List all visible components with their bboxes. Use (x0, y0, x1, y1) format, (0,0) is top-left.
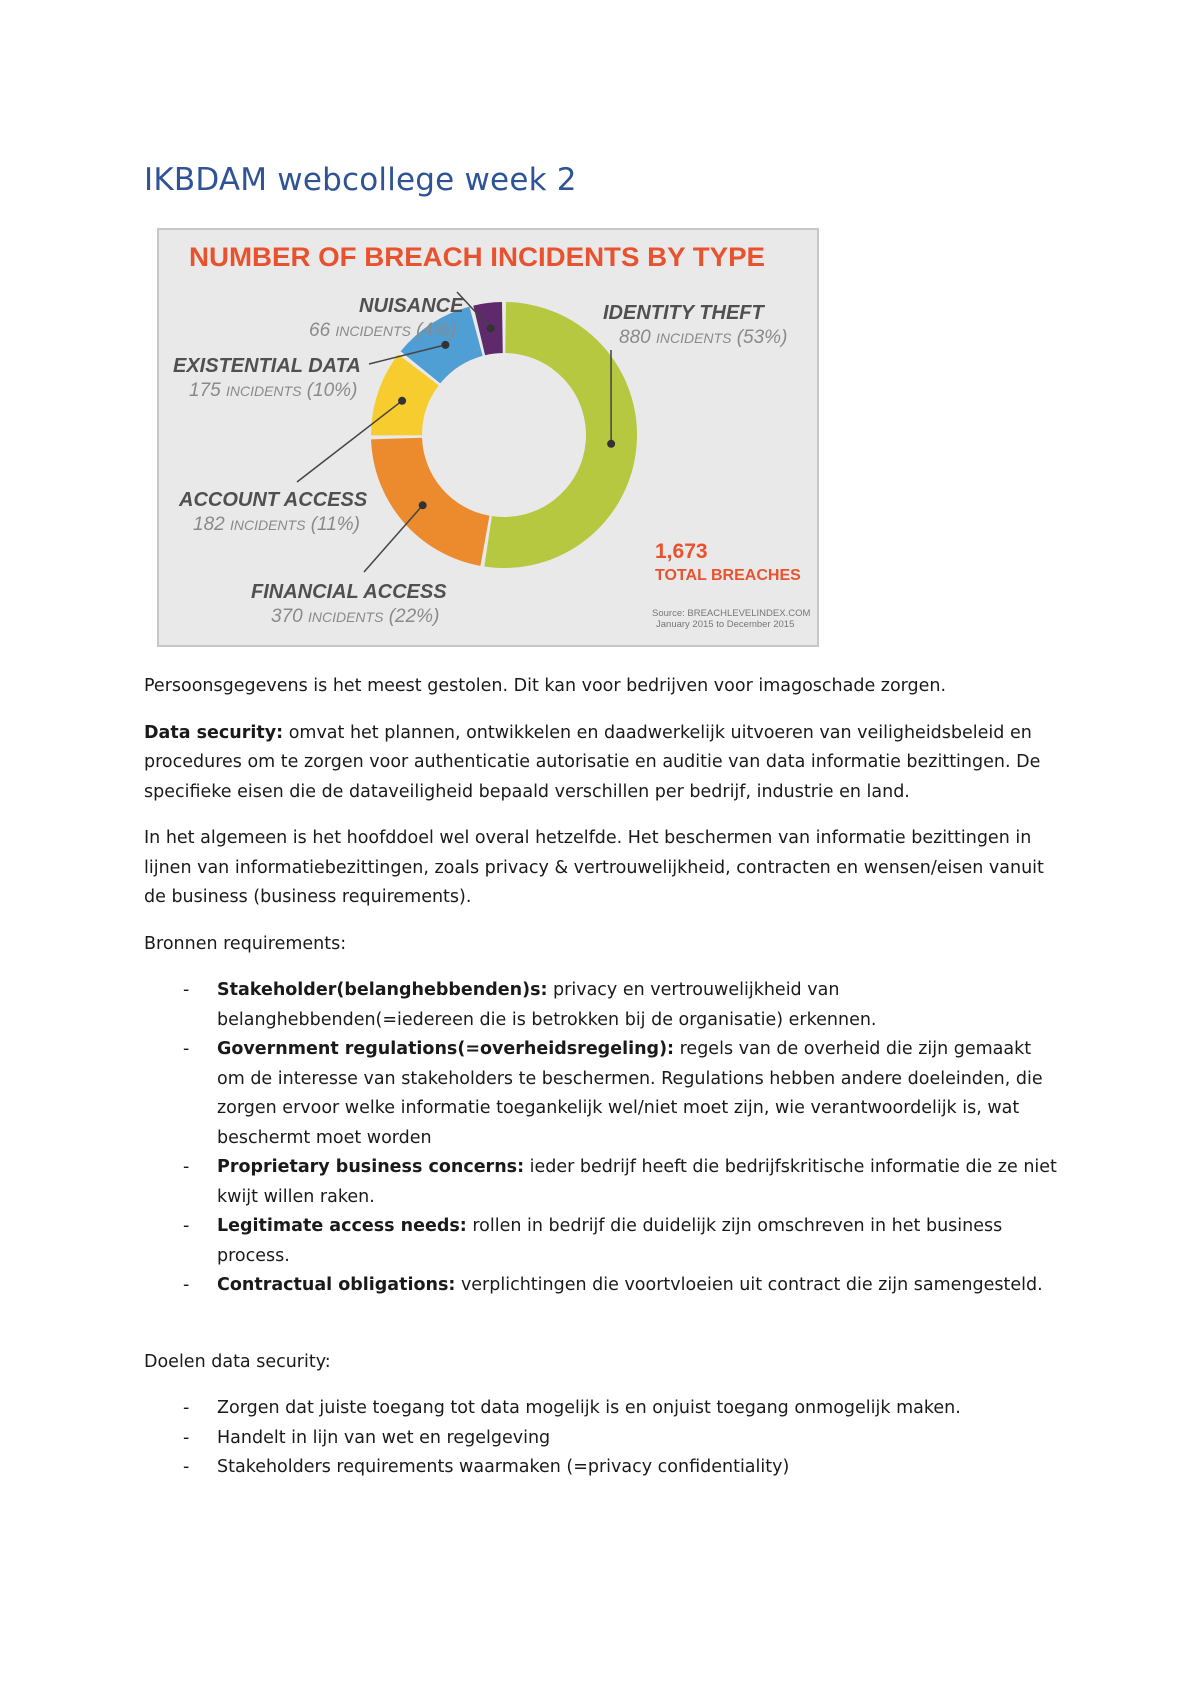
slice-count-nuisance: 66 (309, 320, 331, 341)
spacer (144, 1301, 1064, 1348)
leader-line (364, 505, 423, 572)
list-item (144, 1453, 1064, 1483)
donut-slice-financial-access (371, 438, 489, 566)
list-item-term: Government regulations(=overheidsregeling): (217, 1039, 675, 1059)
slice-unit-account-access: INCIDENTS (229, 517, 306, 533)
label-financial-access (251, 581, 447, 627)
label-identity-theft (603, 302, 787, 348)
heading-goals: Doelen data security: (144, 1351, 331, 1372)
bullet-marker: - (183, 1427, 190, 1448)
document-body (144, 672, 1064, 1483)
total-value: 1,673 (655, 540, 708, 563)
list-item-text: rollen in bedrijf die duidelijk zijn omschreven in het business process. (217, 1216, 1003, 1266)
slice-value-identity-theft (619, 327, 787, 348)
label-existential-data (173, 355, 361, 401)
bullet-marker: - (183, 1216, 190, 1236)
list-item-term: Proprietary business concerns: (217, 1157, 525, 1177)
slice-count-existential-data: 175 (189, 380, 221, 401)
slice-count-account-access: 182 (193, 514, 225, 535)
total-label: TOTAL BREACHES (655, 567, 801, 584)
source-line-1: Source: BREACHLEVELINDEX.COM (652, 608, 811, 619)
slice-unit-identity-theft: INCIDENTS (655, 330, 732, 346)
list-item-text: regels van de overheid die zijn gemaakt om de interesse van stakeholders te beschermen. Regulations hebben andere doeleinden, die zorgen ervoor welke informatie toegankelijk wel/niet moet zijn, wie verantwoordelijk is, wat beschermt moet worden (217, 1039, 1043, 1148)
list-item-term: Legitimate access needs: (217, 1216, 467, 1236)
slice-value-nuisance (309, 320, 456, 341)
slice-pct-account-access: (11%) (310, 514, 360, 535)
slice-value-financial-access (271, 606, 439, 627)
page-title: IKBDAM webcollege week 2 (144, 162, 577, 198)
total-breaches (655, 540, 801, 584)
slice-pct-existential-data: (10%) (306, 380, 358, 401)
slice-value-existential-data (189, 380, 357, 401)
slice-name-account-access: ACCOUNT ACCESS (179, 489, 368, 511)
list-item-text: privacy en vertrouwelijkheid van belanghebbenden(=iedereen die is betrokken bij de organisatie) erkennen. (217, 980, 877, 1030)
leader-dot (487, 324, 495, 332)
slice-unit-existential-data: INCIDENTS (225, 383, 302, 399)
term-data-security: Data security: (144, 722, 284, 743)
leader-dot (441, 341, 449, 349)
slice-unit-nuisance: INCIDENTS (335, 323, 411, 339)
donut-slice-identity-theft (484, 302, 637, 568)
list-item (144, 1271, 1064, 1301)
list-item-text: Stakeholders requirements waarmaken (=privacy confidentiality) (217, 1457, 790, 1477)
leader-dot (419, 501, 427, 509)
list-item-text: verplichtingen die voortvloeien uit contract die zijn samengesteld. (455, 1275, 1043, 1295)
list-item-text: Zorgen dat juiste toegang tot data mogelijk is en onjuist toegang onmogelijk maken. (217, 1398, 961, 1418)
slice-count-financial-access: 370 (271, 606, 303, 627)
list-item (144, 1212, 1064, 1271)
slice-name-nuisance: NUISANCE (359, 295, 464, 317)
paragraph-general: In het algemeen is het hoofddoel wel overal hetzelfde. Het beschermen van informatie bezittingen in lijnen van informatiebezittingen, zoals privacy & vertrouwelijkheid, contracten en wensen/eisen vanuit de business (business requirements). (144, 828, 1044, 907)
list-item-text: ieder bedrijf heeft die bedrijfskritische informatie die ze niet kwijt willen raken. (217, 1157, 1057, 1207)
slice-pct-identity-theft: (53%) (736, 327, 788, 348)
bullet-marker: - (183, 1039, 190, 1059)
list-item (144, 1153, 1064, 1212)
breach-infographic (157, 228, 819, 647)
list-item (144, 1394, 1064, 1424)
slice-name-financial-access: FINANCIAL ACCESS (251, 581, 447, 603)
label-account-access (178, 489, 368, 535)
slice-pct-financial-access: (22%) (388, 606, 440, 627)
bullet-marker: - (183, 1275, 190, 1295)
leader-dot (607, 440, 615, 448)
heading-sources: Bronnen requirements: (144, 933, 347, 954)
list-item (144, 1424, 1064, 1454)
slice-name-existential-data: EXISTENTIAL DATA (173, 355, 361, 377)
paragraph-intro: Persoonsgegevens is het meest gestolen. Dit kan voor bedrijven voor imagoschade zorgen. (144, 676, 947, 696)
leader-dot (398, 397, 406, 405)
source-line-2: January 2015 to December 2015 (656, 619, 795, 630)
slice-pct-nuisance: (4%) (416, 320, 457, 341)
slice-count-identity-theft: 880 (619, 327, 651, 348)
list-item-text: Handelt in lijn van wet en regelgeving (217, 1427, 551, 1448)
bullet-marker: - (183, 1157, 190, 1177)
bullet-marker: - (183, 980, 190, 1000)
list-item-term: Contractual obligations: (217, 1275, 456, 1295)
bullet-marker: - (183, 1398, 190, 1418)
bullet-marker: - (183, 1457, 190, 1477)
slice-value-account-access (193, 514, 360, 535)
chart-title: NUMBER OF BREACH INCIDENTS BY TYPE (189, 242, 765, 272)
slice-name-identity-theft: IDENTITY THEFT (603, 302, 764, 324)
list-item-term: Stakeholder(belanghebbenden)s: (217, 980, 548, 1000)
donut-slices (371, 302, 637, 568)
definition-data-security: omvat het plannen, ontwikkelen en daadwerkelijk uitvoeren van veiligheidsbeleid en procedures om te zorgen voor authenticatie autorisatie en auditie van data informatie bezittingen. De specifieke eisen die de dataveiligheid bepaald verschillen per bedrijf, industrie en land. (144, 722, 1041, 802)
goals-list (144, 1394, 1064, 1483)
slice-unit-financial-access: INCIDENTS (307, 609, 384, 625)
list-item (144, 976, 1064, 1035)
chart-source (652, 608, 810, 630)
list-item (144, 1035, 1064, 1153)
paragraph-data-security (144, 719, 1064, 808)
breach-donut-chart (159, 230, 817, 645)
sources-list (144, 976, 1064, 1301)
